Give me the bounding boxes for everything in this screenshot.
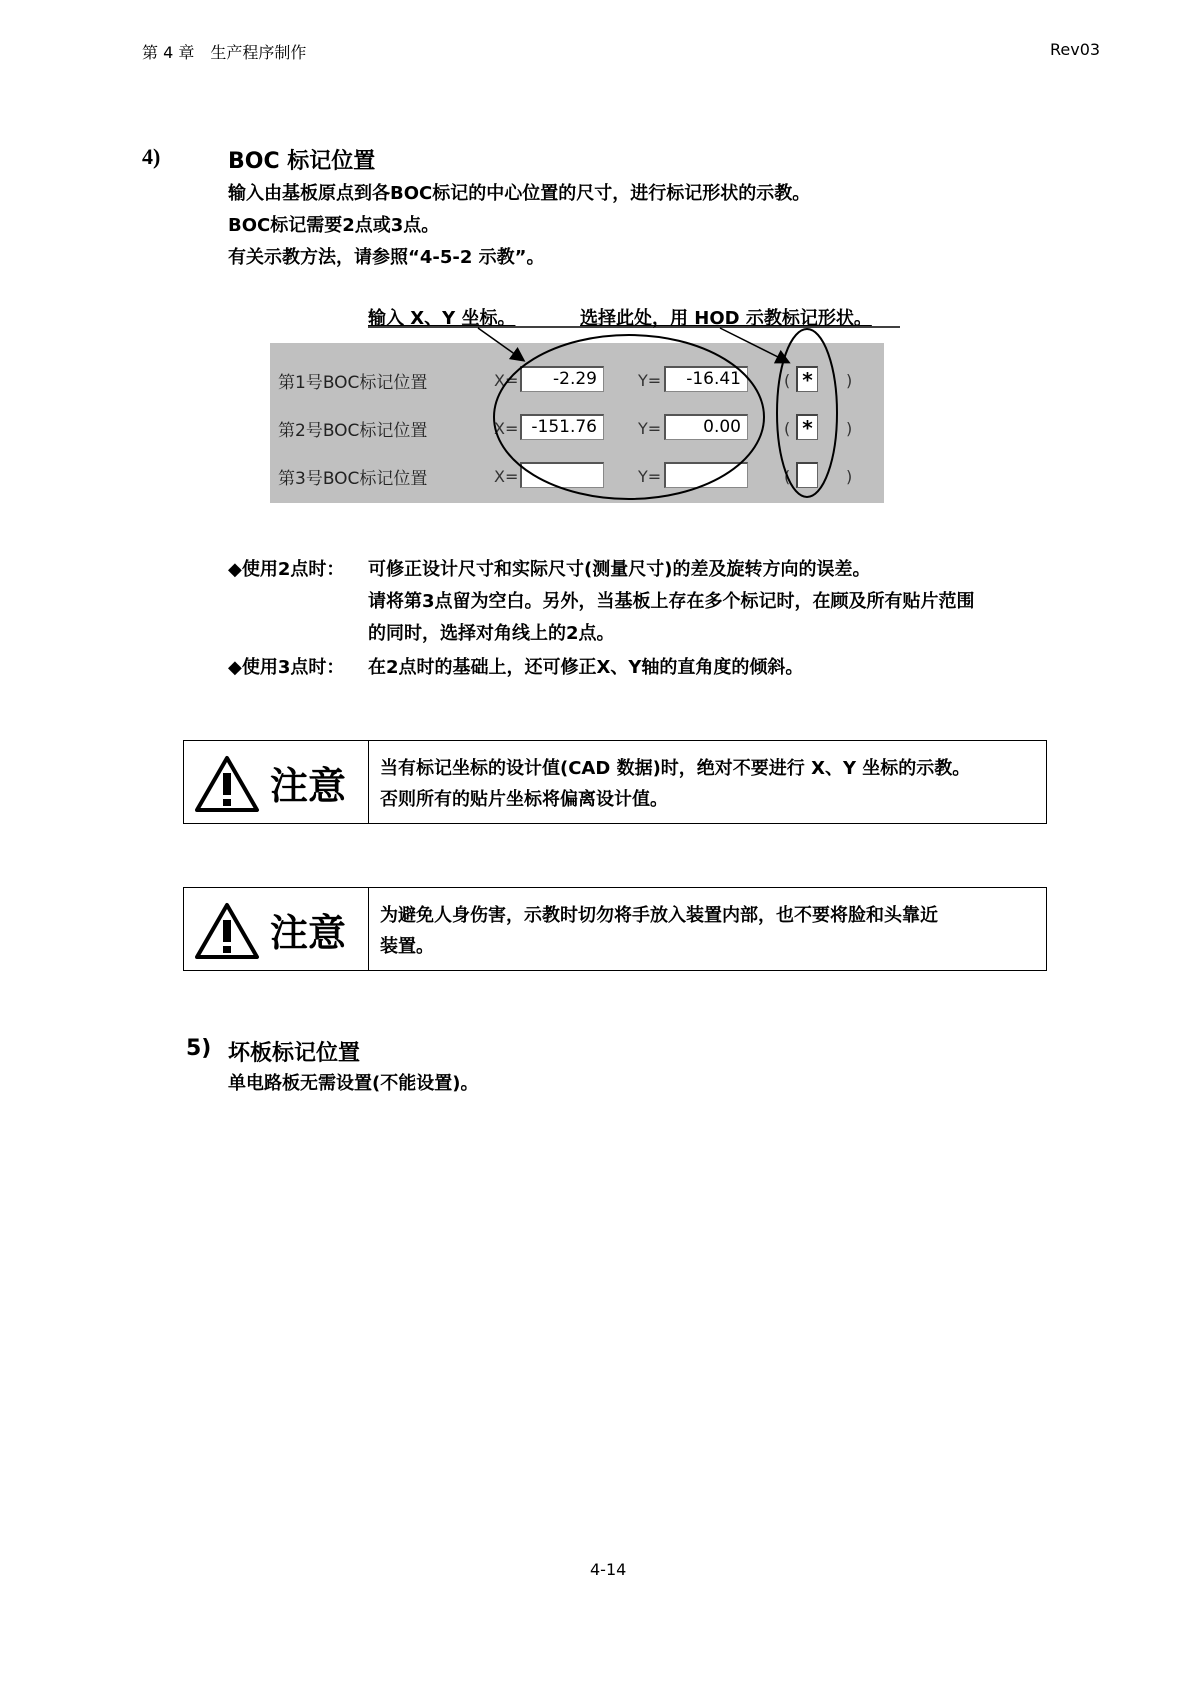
caution-box-2 [183, 887, 1047, 971]
callout-coords: 输入 X、Y 坐标。 [368, 308, 516, 329]
two-point-line-2: 请将第3点留为空白。另外，当基板上存在多个标记时，在顾及所有贴片范围 [368, 591, 975, 612]
caution-2-line-2: 装置。 [380, 936, 434, 957]
select-arrow [720, 328, 788, 362]
paren-close-1: ) [846, 371, 853, 390]
row-label-1: 第1号BOC标记位置 [278, 373, 428, 393]
x-label-1: X= [494, 371, 519, 390]
paren-open-1: ( [784, 371, 791, 390]
page-number: 4-14 [590, 1560, 627, 1579]
x-label-2: X= [494, 419, 519, 438]
three-point-label: ◆使用3点时： [228, 657, 345, 678]
two-point-line-1: 可修正设计尺寸和实际尺寸(测量尺寸)的差及旋转方向的误差。 [368, 559, 871, 580]
y-input-2[interactable]: 0.00 [664, 414, 748, 440]
select-ellipse [777, 329, 837, 497]
caution-2-line-1: 为避免人身伤害，示教时切勿将手放入装置内部，也不要将脸和头靠近 [380, 905, 938, 926]
three-point-text: 在2点时的基础上，还可修正X、Y轴的直角度的倾斜。 [368, 657, 804, 678]
row-label-2: 第2号BOC标记位置 [278, 421, 428, 441]
caution-header-2 [184, 888, 369, 970]
callout-select: 选择此处，用 HOD 示教标记形状。 [580, 308, 872, 329]
section-title: BOC 标记位置 [228, 149, 376, 174]
caution-1-line-1: 当有标记坐标的设计值(CAD 数据)时，绝对不要进行 X、Y 坐标的示教。 [380, 758, 971, 779]
section5-text: 单电路板无需设置(不能设置)。 [228, 1073, 479, 1094]
section-line-3: 有关示教方法，请参照“4-5-2 示教”。 [228, 247, 545, 268]
annotation-overlay [0, 0, 1188, 560]
revision-label: Rev03 [1050, 40, 1101, 59]
y-label-2: Y= [638, 419, 662, 438]
section-line-2: BOC标记需要2点或3点。 [228, 215, 440, 236]
caution-1-line-2: 否则所有的贴片坐标将偏离设计值。 [380, 789, 668, 810]
paren-close-3: ) [846, 467, 853, 486]
chapter-header: 第 4 章 生产程序制作 [142, 43, 307, 62]
caution-text-1 [380, 753, 1036, 815]
warning-triangle-icon [194, 902, 260, 960]
caution-word-2: 注意 [270, 911, 347, 955]
mark-shape-select-2[interactable]: * [796, 414, 818, 440]
caution-word-1: 注意 [270, 764, 347, 808]
mark-shape-select-1[interactable]: * [796, 366, 818, 392]
paren-open-3: ( [784, 467, 791, 486]
caution-box-1 [183, 740, 1047, 824]
x-label-3: X= [494, 467, 519, 486]
coords-arrow [478, 328, 523, 360]
x-input-2[interactable]: -151.76 [520, 414, 604, 440]
paren-open-2: ( [784, 419, 791, 438]
section-number: 4) [142, 144, 161, 169]
section5-title: 坏板标记位置 [228, 1041, 361, 1066]
y-label-1: Y= [638, 371, 662, 390]
two-point-line-3: 的同时，选择对角线上的2点。 [368, 623, 615, 644]
section-line-1: 输入由基板原点到各BOC标记的中心位置的尺寸，进行标记形状的示教。 [228, 183, 811, 204]
caution-header-1 [184, 741, 369, 823]
two-point-label: ◆使用2点时： [228, 559, 345, 580]
y-input-1[interactable]: -16.41 [664, 366, 748, 392]
warning-triangle-icon [194, 755, 260, 813]
coords-ellipse [494, 335, 764, 499]
row-label-3: 第3号BOC标记位置 [278, 469, 428, 489]
x-input-1[interactable]: -2.29 [520, 366, 604, 392]
section5-number: 5) [186, 1036, 212, 1061]
caution-text-2 [380, 900, 1036, 962]
paren-close-2: ) [846, 419, 853, 438]
y-label-3: Y= [638, 467, 662, 486]
